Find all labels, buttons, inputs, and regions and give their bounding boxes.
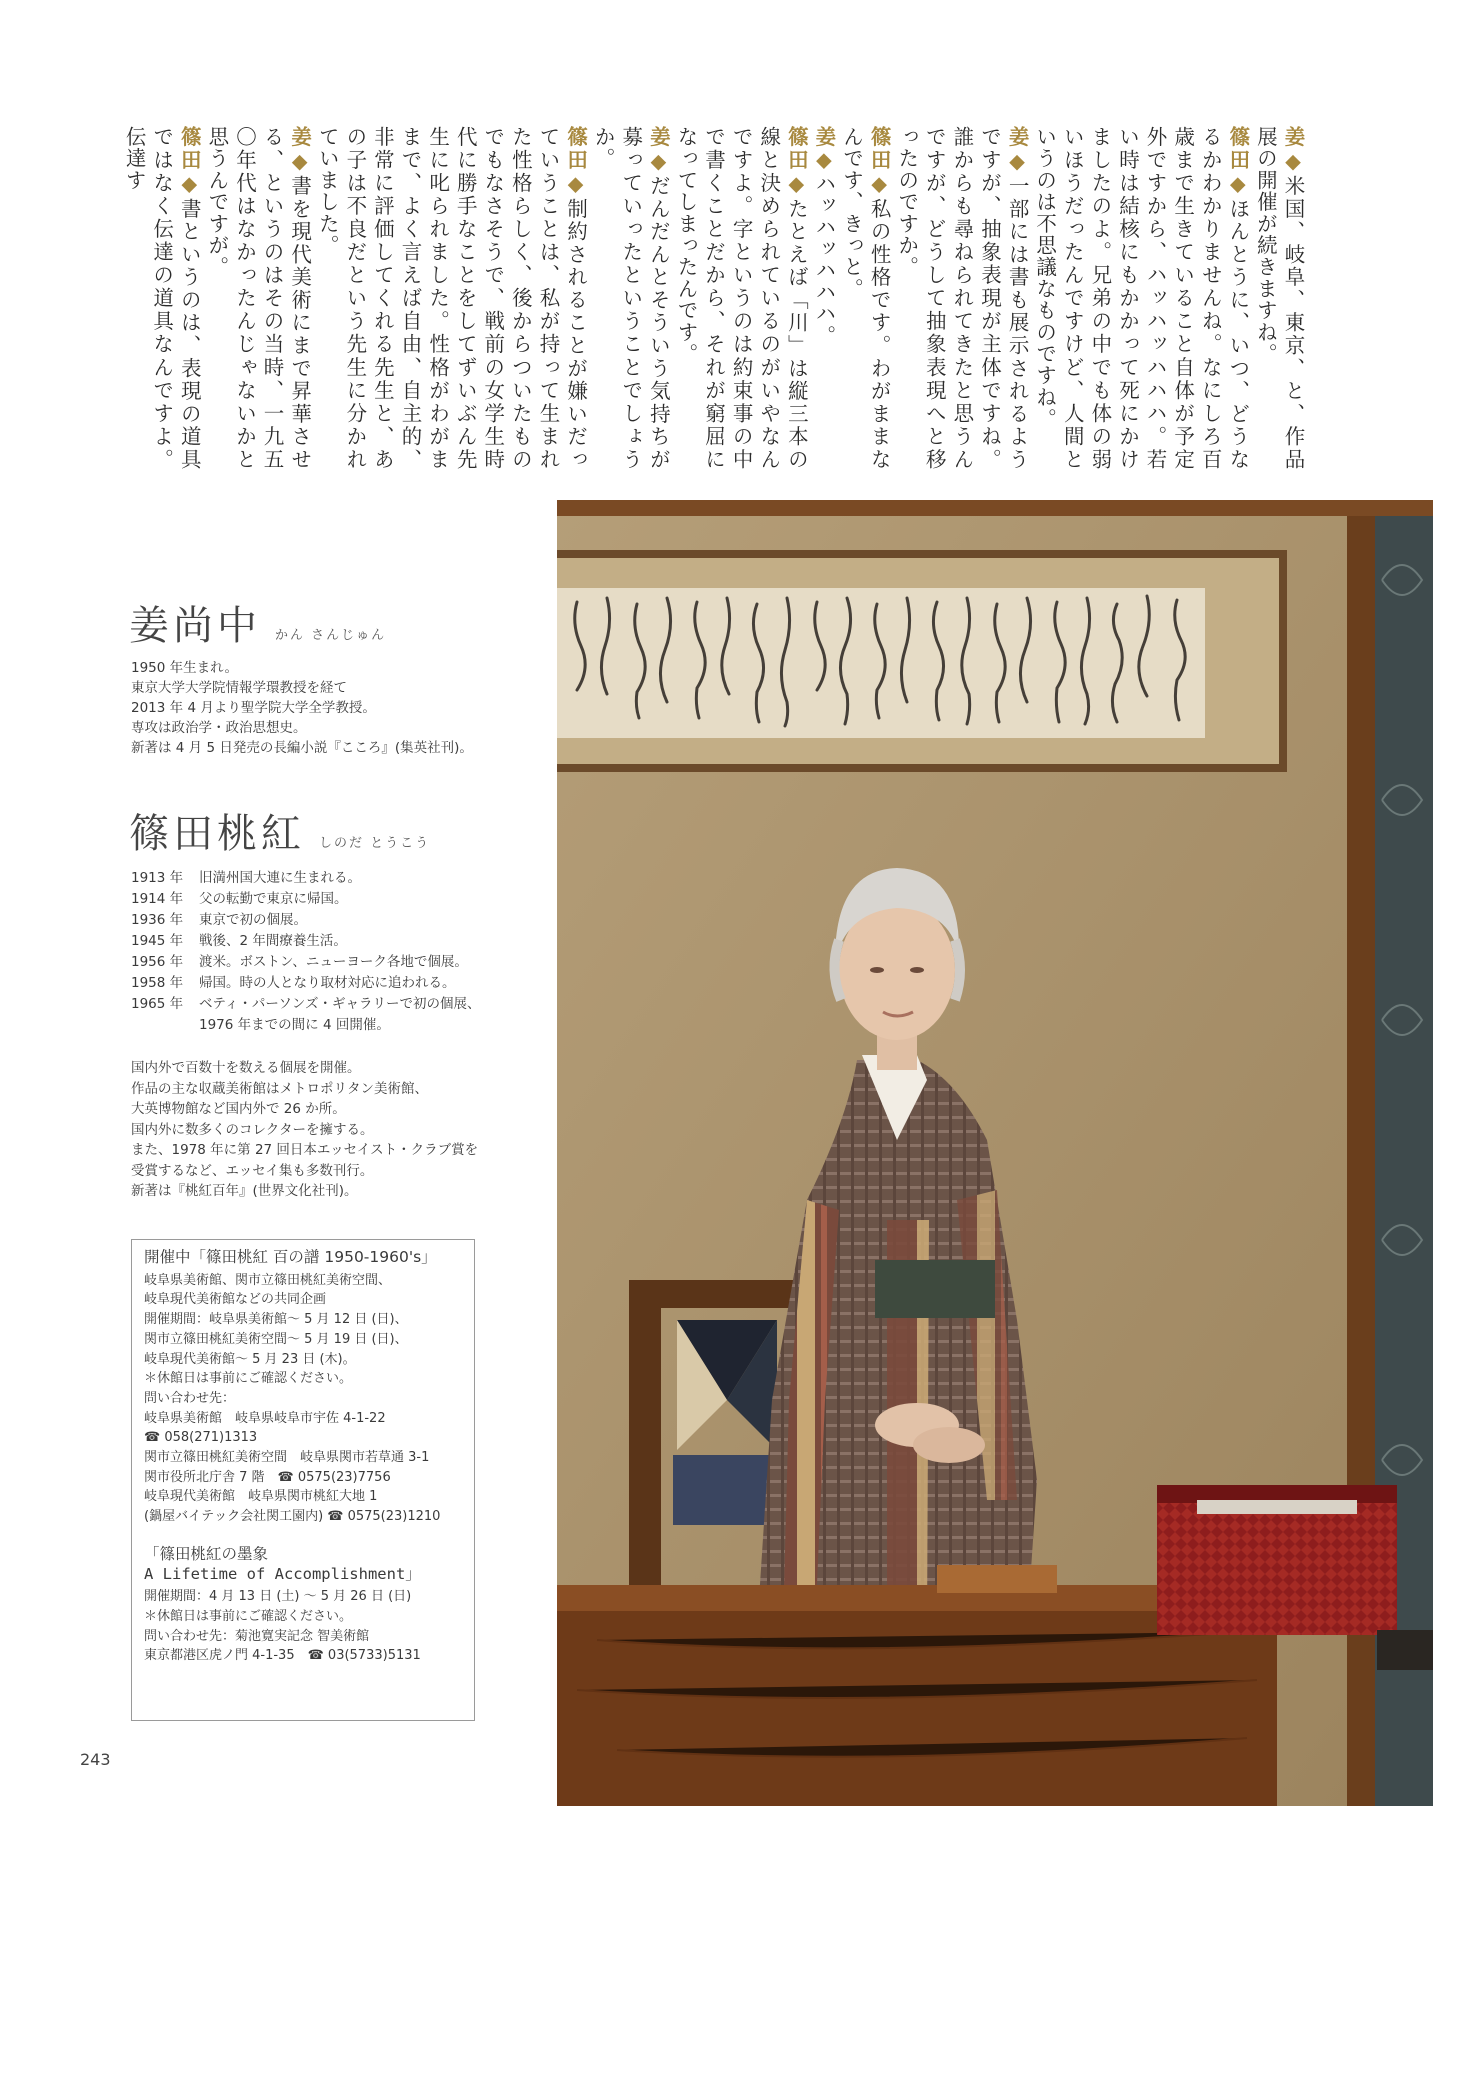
history-row xyxy=(131,910,480,931)
speaker-label: 篠田 xyxy=(784,126,809,172)
bio-line: 国内外で百数十を数える個展を開催。 xyxy=(131,1060,361,1076)
history-row xyxy=(131,931,480,952)
exhibition-line: 関市立篠田桃紅美術空間 岐阜県関市若草通 3-1 xyxy=(144,1450,430,1466)
exhibition-line: 問い合わせ先： xyxy=(144,1390,236,1406)
bio-line: 作品の主な収蔵美術館はメトロポリタン美術館、 xyxy=(131,1080,428,1097)
interview-paragraph xyxy=(1251,126,1306,470)
interview-text xyxy=(122,126,1306,471)
speaker-label: 篠田 xyxy=(177,126,202,172)
exhibition-line: 東京都港区虎ノ門 4-1-35 ☎ 03(5733)5131 xyxy=(144,1648,421,1664)
history-event: 東京で初の個展。 xyxy=(199,912,307,928)
speaker-diamond-icon: ◆ xyxy=(177,171,202,198)
speaker-diamond-icon: ◆ xyxy=(1281,148,1305,176)
profile-bio-shinoda xyxy=(131,1058,478,1202)
portrait-photo xyxy=(557,500,1433,1806)
spacer xyxy=(144,1527,462,1545)
interview-paragraph xyxy=(119,126,202,470)
interview-paragraph xyxy=(809,126,837,470)
bio-line: 専攻は政治学・政治思想史。 xyxy=(131,720,307,736)
speech-text: 米国、岐阜、東京、と、作品展の開催が続きますね。 xyxy=(1253,126,1305,471)
bio-line: 大英博物館など国内外で 26 か所。 xyxy=(131,1101,346,1117)
history-event: 旧満州国大連に生まれる。 xyxy=(199,870,361,886)
bio-line: 東京大学大学院情報学環教授を経て xyxy=(131,680,347,696)
exhibition-line: 岐阜現代美術館などの共同企画 xyxy=(144,1292,327,1308)
bio-line: また、1978 年に第 27 回日本エッセイスト・クラブ賞を xyxy=(131,1142,479,1158)
history-event: 帰国。時の人となり取材対応に追われる。 xyxy=(199,975,456,991)
portrait-illustration xyxy=(557,500,1433,1806)
speaker-label: 姜 xyxy=(1005,126,1030,149)
speaker-diamond-icon: ◆ xyxy=(867,171,892,198)
exhibition-line: ＊休館日は事前にご確認ください。 xyxy=(144,1608,353,1624)
name-kanji: 篠田桃紅 xyxy=(129,811,305,857)
exhibition-line: 問い合わせ先：菊池寛実記念 智美術館 xyxy=(144,1628,370,1644)
speech-text: ハッハッハハハ。 xyxy=(811,172,836,347)
interview-paragraph xyxy=(589,126,672,470)
interview-paragraph xyxy=(892,126,1030,470)
speaker-diamond-icon: ◆ xyxy=(646,148,671,176)
speech-text: たとえば「川」は縦三本の線と決められているのがいやなんですよ。字というのは約束事の中で書くことだから、それが窮屈になってしまったんです。 xyxy=(673,126,809,471)
history-row xyxy=(131,868,480,889)
bio-line: 国内外に数多くのコレクターを擁する。 xyxy=(131,1121,374,1138)
speech-text: 書を現代美術にまで昇華させる、というのはその当時、一九五〇年代はなかったんじゃないかと思うんですが。 xyxy=(204,126,312,471)
history-row xyxy=(131,973,480,994)
exhibition-line: ☎ 058(271)1313 xyxy=(144,1430,258,1446)
profile-history-shinoda xyxy=(131,868,480,1036)
history-event: 戦後、2 年間療養生活。 xyxy=(199,933,347,949)
speaker-diamond-icon: ◆ xyxy=(563,171,588,198)
exhibition-line: 開催期間：岐阜県美術館〜 5 月 12 日 (日)、 xyxy=(144,1312,408,1328)
speaker-diamond-icon: ◆ xyxy=(811,147,836,173)
speaker-diamond-icon: ◆ xyxy=(784,171,809,198)
speech-text: だんだんとそういう気持ちが募っていったということでしょうか。 xyxy=(591,126,671,471)
history-event: 父の転勤で東京に帰国。 xyxy=(199,891,348,907)
interview-paragraph xyxy=(202,126,312,470)
profile-bio-kang xyxy=(131,658,473,758)
history-year: 1956 年 xyxy=(131,954,184,970)
history-event: 渡米。ボストン、ニューヨーク各地で個展。 xyxy=(199,954,468,970)
history-year: 1965 年 xyxy=(131,996,184,1012)
speech-text: 書というのは、表現の道具ではなく伝達の道具なんですよ。伝達す xyxy=(122,126,202,471)
speech-text: ほんとうに、いつ、どうなるかわかりませんね。なにしろ百歳まで生きていること自体が予定外ですから、ハッハッハハハ。若い時は結核にもかかって死にかけましたのよ。兄弟の中でも体の弱いほうだったんですけど、人間というのは不思議なものですね。 xyxy=(1032,126,1250,471)
speaker-label: 姜 xyxy=(287,126,312,149)
exhibition-line: 開催期間：4 月 13 日 (土) 〜 5 月 26 日 (日) xyxy=(144,1589,412,1605)
speaker-label: 篠田 xyxy=(1225,126,1250,172)
speech-text: 制約されることが嫌いだっていうことは、私が持って生まれた性格らしく、後からついたものでもなさそうで、戦前の女学生時代に勝手なことをしてずいぶん先生に叱られました。性格がわがままで、よく言えば自由、自主的、非常に評価してくれる先生と、あの子は不良だという先生に分かれていました。 xyxy=(315,126,588,471)
speech-text: 私の性格です。わがままなんです、きっと。 xyxy=(839,126,892,471)
exhibition-title: 開催中「篠田桃紅 百の譜 1950-1960's」 xyxy=(144,1248,437,1266)
speaker-label: 姜 xyxy=(811,126,836,148)
history-event: ベティ・パーソンズ・ギャラリーで初の個展、 xyxy=(199,996,481,1012)
exhibition2-title: 「篠田桃紅の墨象 xyxy=(144,1544,269,1563)
profile-name-shinoda xyxy=(129,802,430,859)
speaker-diamond-icon: ◆ xyxy=(1225,171,1250,198)
exhibition-line: 岐阜県美術館、関市立篠田桃紅美術空間、 xyxy=(144,1272,392,1288)
history-row xyxy=(131,889,480,910)
speaker-label: 姜 xyxy=(1281,126,1305,149)
exhibition-line: 岐阜現代美術館 岐阜県関市桃紅大地 1 xyxy=(144,1489,378,1505)
speaker-diamond-icon: ◆ xyxy=(287,148,312,176)
speaker-diamond-icon: ◆ xyxy=(1005,148,1030,176)
bio-line: 新著は『桃紅百年』(世界文化社刊)。 xyxy=(131,1183,358,1199)
history-row xyxy=(131,994,480,1015)
bio-line: 2013 年 4 月より聖学院大学全学教授。 xyxy=(131,700,376,716)
speaker-label: 篠田 xyxy=(867,126,892,172)
bio-line: 1950 年生まれ。 xyxy=(131,660,238,676)
interview-paragraph xyxy=(1030,126,1251,470)
history-year: 1914 年 xyxy=(131,891,184,907)
history-year: 1958 年 xyxy=(131,975,184,991)
bio-line: 新著は 4 月 5 日発売の長編小説『こころ』(集英社刊)。 xyxy=(131,740,473,756)
profile-name-kang xyxy=(129,594,386,651)
exhibition2-subtitle: A Lifetime of Accomplishment」 xyxy=(144,1564,421,1583)
name-reading: しのだ とうこう xyxy=(319,836,431,851)
exhibition-line: 関市立篠田桃紅美術空間〜 5 月 19 日 (日)、 xyxy=(144,1331,408,1347)
name-kanji: 姜尚中 xyxy=(129,603,261,649)
history-year: 1936 年 xyxy=(131,912,184,928)
history-year: 1945 年 xyxy=(131,933,184,949)
interview-paragraph xyxy=(671,126,809,470)
history-year: 1913 年 xyxy=(131,870,184,886)
exhibition-line: 岐阜現代美術館〜 5 月 23 日 (木)。 xyxy=(144,1351,356,1367)
page-number: 243 xyxy=(80,1750,111,1769)
interview-paragraph xyxy=(313,126,589,470)
speaker-label: 姜 xyxy=(646,126,671,149)
exhibition-info-box xyxy=(131,1239,475,1721)
history-row xyxy=(131,952,480,973)
history-continuation: 1976 年までの間に 4 回開催。 xyxy=(199,1017,390,1033)
speech-text: 一部には書も展示されるようですが、抽象表現が主体ですね。誰からも尋ねられてきたと思うんですが、どうして抽象表現へと移ったのですか。 xyxy=(894,126,1030,471)
speaker-label: 篠田 xyxy=(563,126,588,172)
interview-paragraph xyxy=(837,126,892,470)
bio-line: 受賞するなど、エッセイ集も多数刊行。 xyxy=(131,1162,374,1179)
name-reading: かん さんじゅん xyxy=(275,628,387,643)
exhibition-line: ＊休館日は事前にご確認ください。 xyxy=(144,1371,353,1387)
exhibition-line: 岐阜県美術館 岐阜県岐阜市宇佐 4-1-22 xyxy=(144,1410,386,1426)
exhibition-line: (鍋屋バイテック会社関工園内) ☎ 0575(23)1210 xyxy=(144,1509,441,1525)
exhibition-line: 関市役所北庁舎 7 階 ☎ 0575(23)7756 xyxy=(144,1469,391,1485)
